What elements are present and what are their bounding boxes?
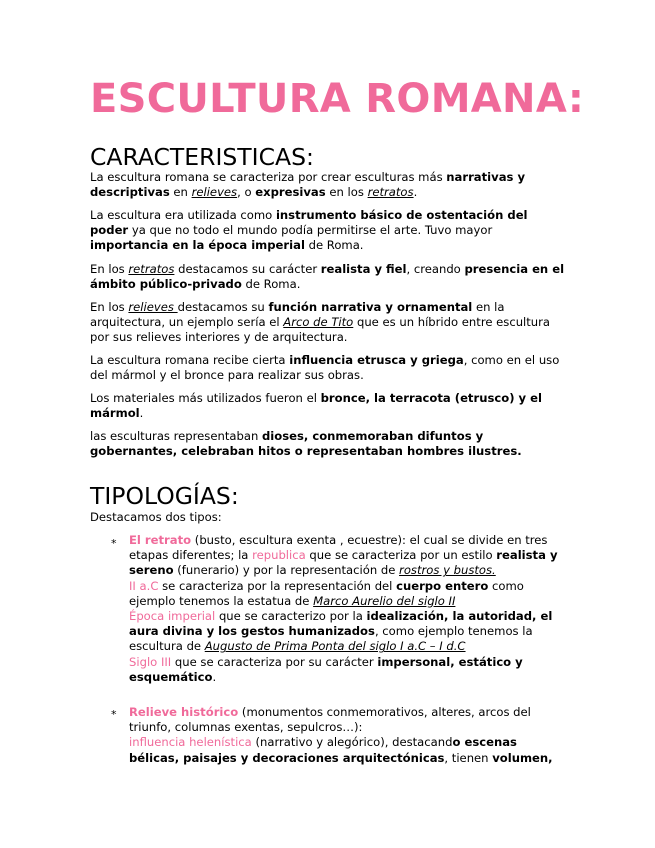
link-arco-de-tito[interactable]: Arco de Tito [283,315,354,330]
link-augusto-prima-porta[interactable]: Augusto de Prima Ponta del siglo I a.C – I d.C [204,639,466,654]
link-retratos[interactable]: retratos [367,185,414,200]
tipologias-intro: Destacamos dos tipos: [90,510,222,524]
link-retratos-2[interactable]: retratos [128,262,175,276]
bullet-icon: * [111,537,117,550]
link-marco-aurelio[interactable]: Marco Aurelio del siglo II [313,593,456,608]
paragraph-5: La escultura romana recibe cierta influencia etrusca y griega, como en el uso del mármol y el bronce para realizar sus obras. [90,353,560,383]
paragraph-6: Los materiales más utilizados fueron el bronce, la terracota (etrusco) y el mármol. [90,391,542,421]
bullet-icon: * [111,708,117,721]
paragraph-2: La escultura era utilizada como instrumento básico de ostentación del poder ya que no todo el mundo podía permitirse el arte. Tuvo mayor importancia en la época imperial de Roma. [90,208,528,253]
link-rostros-bustos[interactable]: rostros y bustos. [399,563,496,578]
paragraph-7: las esculturas representaban dioses, conmemoraban difuntos y gobernantes, celebraban hitos o representaban hombres ilustres. [90,429,522,459]
list-item-relieve-historico: Relieve histórico (monumentos conmemorativos, alteres, arcos del triunfo, columnas exentas, sepulcros…): influencia helenística (narrativo y alegórico), destacando escenas bélicas, paisajes y decoraciones arquitectónicas, tienen volumen, [129,705,553,765]
list-item-retrato: El retrato (busto, escultura exenta , ecuestre): el cual se divide en tres etapas diferentes; la republica que se caracteriza por un estilo realista y sereno (funerario) y por la representación de rostros y bustos. II a.C se caracteriza por la representación del cuerpo entero como ejemplo tenemos la estatua de Marco Aurelio del siglo II Época imperial que se caracterizo por la idealización, la autoridad, el aura divina y los gestos humanizados, como ejemplo tenemos la escultura de Augusto de Prima Ponta del siglo I a.C – I d.C Siglo III que se caracteriza por su carácter impersonal, estático y esquemático. [129,533,558,684]
document-title: ESCULTURA ROMANA: [90,76,585,122]
paragraph-4: En los relieves destacamos su función narrativa y ornamental en la arquitectura, un ejemplo sería el Arco de Tito que es un híbrido entre escultura por sus relieves interiores y de arquitectura. [90,300,551,345]
link-relieves-2[interactable]: relieves [128,300,178,314]
paragraph-3: En los retratos destacamos su carácter realista y fiel, creando presencia en el ámbito público-privado de Roma. [90,262,565,292]
link-relieves[interactable]: relieves [191,185,238,200]
paragraph-1: La escultura romana se caracteriza por crear esculturas más narrativas y descriptivas en relieves, o expresivas en los retratos. [90,170,526,200]
heading-caracteristicas: CARACTERISTICAS: [90,143,314,171]
heading-tipologias: TIPOLOGÍAS: [90,482,239,510]
